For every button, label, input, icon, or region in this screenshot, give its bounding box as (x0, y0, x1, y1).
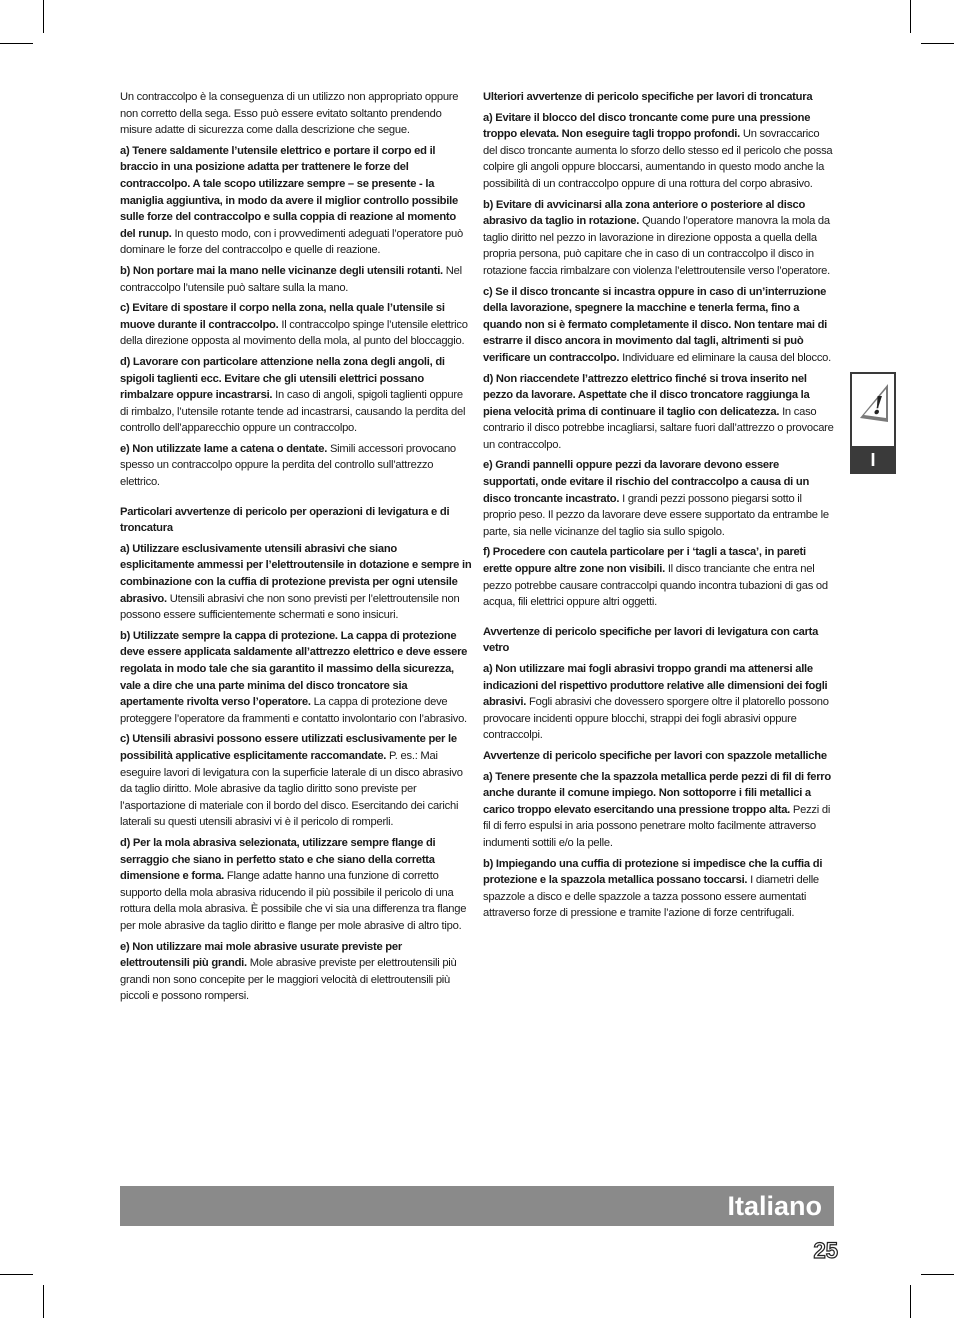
paragraph (483, 769, 835, 852)
left-column (120, 89, 472, 1009)
paragraph-text: I diametri delle spazzole a disco e delle spazzole a tazza possono essere aumentati attraverso forze di pressione e tramite l’azione di forze centrifugali. (483, 874, 819, 920)
paragraph (120, 300, 472, 350)
paragraph-lead: e) Grandi pannelli oppure pezzi da lavorare devono essere supportati, onde evitare il rischio del contraccolpo a causa di un disco troncante incastrato. (483, 459, 810, 505)
paragraph-lead: c) Evitare di spostare il corpo nella zona, nella quale l’utensile si muove durante il contraccolpo. (120, 302, 445, 331)
paragraph (120, 263, 472, 296)
paragraph-text: P. es.: Mai eseguire lavori di levigatura con la superficie laterale di un disco abrasivo da taglio diritto. Mole abrasive da taglio diritto sono previste per l’asportazione di materiale con il bordo del disco. Esercitando dei carichi laterali su questi utensili abrasivi vi è il pericolo di romperli. (120, 749, 463, 829)
paragraph-text: In questo modo, con i provvedimenti adeguati l’operatore può dominare le forze del contraccolpo e quelle di reazione. (120, 227, 463, 257)
language-letter: I (870, 450, 876, 470)
paragraph (483, 371, 835, 454)
paragraph-text: I grandi pezzi possono piegarsi sotto il proprio peso. Il pezzo da lavorare deve essere supportato da entrambe le parte, sia nelle vicinanze del taglio sia sullo spigolo. (483, 492, 829, 538)
paragraph (483, 110, 835, 193)
paragraph-text: Il disco tranciante che entra nel pezzo potrebbe causare contraccolpi quando incontra tubazioni di gas od acqua, fili elettrici oppure altri oggetti. (483, 563, 828, 609)
paragraph (120, 835, 472, 935)
crop-mark (0, 43, 33, 44)
paragraph-text: Un contraccolpo è la conseguenza di un utilizzo non appropriato oppure non corretto della sega. Esso può essere evitato soltanto prendendo misure adatte di sicurezza come dalla descrizione che segue. (120, 91, 459, 137)
paragraph (483, 661, 835, 744)
paragraph-text: Quando l’operatore manovra la mola da taglio diritto nel pezzo in lavorazione in direzione opposta a quella della propria persona, può capitare che in caso di un contraccolpo il disco in rotazione faccia rimbalzare con violenza l’elettroutensile verso l’operatore. (483, 215, 831, 277)
paragraph-text: Individuare ed eliminare la causa del blocco. (622, 351, 832, 364)
paragraph-text: Flange adatte hanno una funzione di corretto supporto della mola abrasiva riducendo il più possibile il pericolo di una rottura della mola abrasiva. È possibile che vi sia una differenza tra flange per mole abrasive da taglio diritto e flange per mole abrasive di altro tipo. (120, 870, 467, 932)
page-number: 25 (813, 1238, 838, 1263)
paragraph (483, 284, 835, 367)
paragraph-lead: d) Per la mola abrasiva selezionata, utilizzare sempre flange di serraggio che siano in perfetto stato e che siano della corretta dimensione e forma. (120, 836, 436, 883)
paragraph-lead: a) Tenere presente che la spazzola metallica perde pezzi di fil di ferro anche durante il comune impiego. Non sottoporre i fili metallici a carico troppo elevato esercitando una pressione troppo alta. (483, 770, 831, 816)
language-side-tab (850, 372, 896, 474)
crop-mark (0, 1274, 33, 1275)
crop-mark (43, 0, 44, 33)
svg-text:!: ! (872, 391, 884, 420)
paragraph-text: Utensili abrasivi che non sono previsti per l’elettroutensile non possono essere sufficientemente schermati e sono insicuri. (120, 592, 460, 622)
paragraph (120, 89, 472, 139)
section-heading: Ulteriori avvertenze di pericolo specifiche per lavori di troncatura (483, 91, 813, 103)
section-heading: Avvertenze di pericolo specifiche per lavori con spazzole metalliche (483, 749, 827, 762)
paragraph-text: Fogli abrasivi che dovessero sporgere oltre il platorello possono provocare incidenti oppure blocchi, strappi dei fogli abrasivi oppure contraccolpi. (483, 696, 829, 742)
section-heading: Particolari avvertenze di pericolo per operazioni di levigatura e di troncatura (120, 505, 450, 535)
paragraph (120, 541, 472, 624)
paragraph-lead: b) Impiegando una cuffia di protezione si impedisce che la cuffia di protezione e la spazzola metallica possano toccarsi. (483, 857, 823, 887)
paragraph-lead: b) Utilizzate sempre la cappa di protezione. La cappa di protezione deve essere applicata saldamente all’attrezzo elettrico e deve essere regolata in modo tale che sia garantito il massimo della sicurezza, vale a dire che una parte minima del disco troncatore sia apertamente rivolta verso l’operatore. (120, 629, 468, 709)
section-heading: Avvertenze di pericolo specifiche per lavori di levigatura con carta vetro (483, 625, 819, 655)
paragraph (483, 544, 835, 610)
paragraph (120, 441, 472, 491)
paragraph (120, 354, 472, 437)
paragraph (483, 457, 835, 540)
paragraph-text: Un sovraccarico del disco troncante aumenta lo sforzo dello stesso ed il pericolo che possa colpire gli angoli oppure bloccarsi, aumentando in questo modo anche la possibilità di un contraccolpo oppure di una rottura del corpo abrasivo. (483, 128, 833, 190)
paragraph-lead: a) Non utilizzare mai fogli abrasivi troppo grandi ma attenersi alle indicazioni del rispettivo produttore relative alle dimensioni dei fogli abrasivi. (483, 663, 828, 709)
paragraph-text: In caso contrario il disco potrebbe incagliarsi, saltare fuori dall’attrezzo o provocare un contraccolpo. (483, 405, 834, 451)
paragraph-lead: e) Non utilizzare mai mole abrasive usurate previste per elettroutensili più grandi. (120, 940, 402, 970)
paragraph (120, 628, 472, 728)
paragraph-lead: a) Tenere saldamente l’utensile elettrico e portare il corpo ed il braccio in una posizione adatta per trattenere le forze del contraccolpo. A tale scopo utilizzare sempre – se presente - la maniglia aggiuntiva, in modo da avere il miglior controllo possibile sulle forze del contraccolpo e sulla coppia di reazione al momento del runup. (120, 144, 458, 240)
paragraph (483, 197, 835, 280)
paragraph-text: Il contraccolpo spinge l’utensile elettrico della direzione opposta al movimento della mola, al punto del bloccaggio. (120, 318, 468, 348)
paragraph-lead: b) Evitare di avvicinarsi alla zona anteriore o posteriore al disco abrasivo da taglio in rotazione. (483, 198, 806, 228)
footer-bar (120, 1186, 834, 1226)
paragraph-text: Simili accessori provocano spesso un contraccolpo oppure la perdita del controllo sull’attrezzo elettrico. (120, 442, 456, 489)
paragraph-lead: a) Utilizzare esclusivamente utensili abrasivi che siano esplicitamente ammessi per l’elettroutensile in dotazione e sempre in combinazione con la cuffia di protezione prevista per ogni utensile abrasivo. (120, 542, 472, 605)
crop-mark (43, 1285, 44, 1318)
paragraph-lead: d) Lavorare con particolare attenzione nella zona degli angoli, di spigoli taglienti ecc. Evitare che gli utensili elettrici possano rimbalzare oppure incastrarsi. (120, 355, 445, 402)
paragraph (120, 731, 472, 831)
paragraph-lead: b) Non portare mai la mano nelle vicinanze degli utensili rotanti. (120, 264, 443, 277)
paragraph-text: In caso di angoli, spigoli taglienti oppure di rimbalzo, l’utensile rotante tende ad incastrarsi, causando la perdita del controllo dell’apparecchio oppure un contraccolpo. (120, 389, 466, 435)
paragraph (483, 856, 835, 922)
paragraph-lead: a) Evitare il blocco del disco troncante come pure una pressione troppo elevata. Non eseguire tagli troppo profondi. (483, 111, 811, 141)
right-column (483, 89, 835, 926)
paragraph-lead: c) Utensili abrasivi possono essere utilizzati esclusivamente per le possibilità applicative esplicitamente raccomandate. (120, 733, 457, 762)
crop-mark (910, 0, 911, 33)
crop-mark (910, 1285, 911, 1318)
paragraph-lead: e) Non utilizzate lame a catena o dentate. (120, 442, 328, 455)
paragraph-text: Mole abrasive previste per elettroutensili più grandi non sono concepite per le maggiori velocità di elettroutensili più piccoli e possono rompersi. (120, 957, 457, 1003)
crop-mark (921, 1274, 954, 1275)
paragraph-lead: f) Procedere con cautela particolare per i ‘tagli a tasca’, in pareti erette oppure altre zone non visibili. (483, 546, 806, 576)
paragraph-text: La cappa di protezione deve proteggere l’operatore da frammenti e contatto involontario con l’abrasivo. (120, 696, 467, 725)
paragraph-lead: c) Se il disco troncante si incastra oppure in caso di un’interruzione della lavorazione, spegnere la macchine e tenerla ferma, fino a quando non si è fermato completamente il disco. Non tentare mai di estrarre il disco ancora in movimento dal tagli, altrimenti si può verificare un contraccolpo. (483, 285, 828, 364)
paragraph-text: Nel contraccolpo l’utensile può saltare sulla la mano. (120, 264, 462, 294)
paragraph-lead: d) Non riaccendete l’attrezzo elettrico finché si trova inserito nel pezzo da lavorare. Aspettate che il disco troncatore raggiunga la piena velocità prima di continuare il taglio con delicatezza. (483, 372, 810, 418)
paragraph-text: Pezzi di fil di ferro espulsi in aria possono penetrare molto facilmente attraverso indumenti sottili e/o la pelle. (483, 803, 831, 849)
paragraph (120, 939, 472, 1005)
paragraph (120, 143, 472, 259)
crop-mark (921, 43, 954, 44)
warning-triangle-icon (852, 374, 894, 446)
footer-language: Italiano (727, 1191, 822, 1221)
